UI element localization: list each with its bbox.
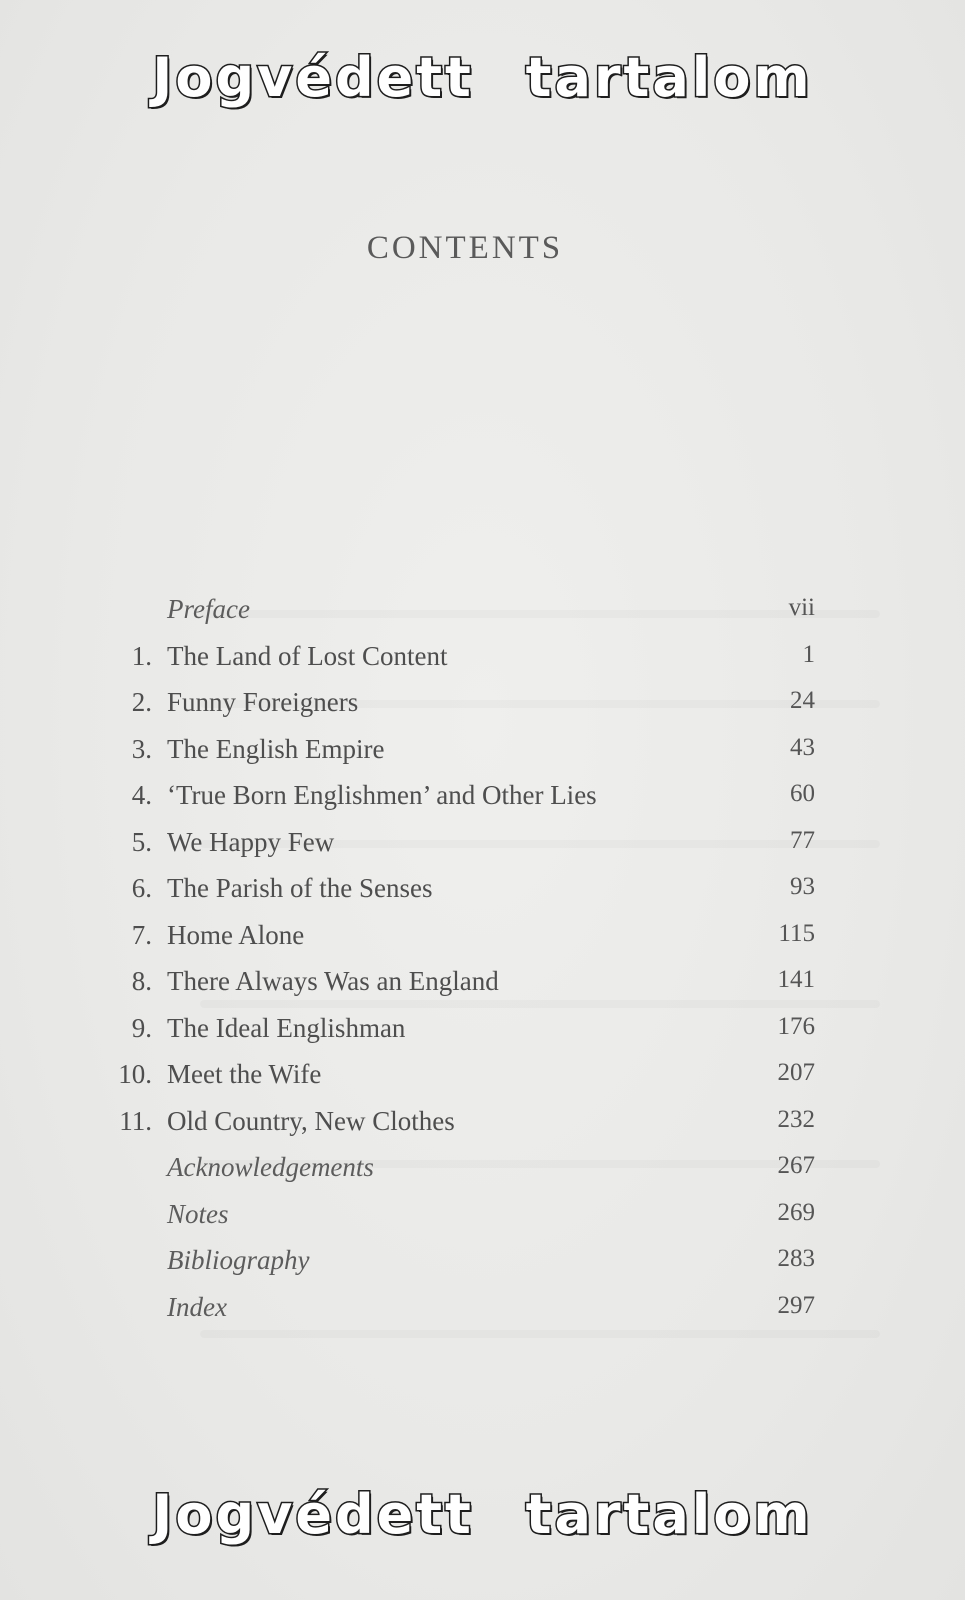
toc-entry-title: The English Empire (167, 733, 385, 764)
toc-entry-title: Funny Foreigners (167, 687, 359, 717)
toc-entry (0, 687, 965, 733)
toc-entry-page: 77 (790, 826, 815, 854)
toc-entry (0, 1152, 965, 1198)
toc-entry-title: The Ideal Englishman (167, 1012, 406, 1043)
toc-entry-page: 269 (777, 1198, 815, 1226)
toc-entry-page: 283 (777, 1245, 815, 1272)
toc-entry-title: There Always Was an England (167, 966, 499, 996)
toc-entry (0, 1013, 965, 1059)
toc-entry (0, 641, 965, 687)
toc-entry-title: Home Alone (167, 919, 305, 950)
toc-entry-number: 10. (118, 1059, 152, 1089)
toc-entry (0, 780, 965, 826)
toc-entry-page: 176 (777, 1012, 815, 1040)
toc-entry (0, 734, 965, 780)
toc-entry-title: Notes (167, 1198, 229, 1229)
toc-entry-title: ‘True Born Englishmen’ and Other Lies (167, 780, 597, 810)
contents-heading: CONTENTS (366, 230, 564, 266)
toc-entry-title: Preface (167, 594, 250, 624)
toc-entry-title: The Land of Lost Content (167, 640, 448, 671)
toc-entry-page: 232 (777, 1105, 815, 1133)
toc-entry (0, 920, 965, 966)
toc-entry-page: 60 (790, 780, 815, 807)
toc-entry-page: 207 (777, 1059, 815, 1086)
toc-entry-number: 5. (131, 826, 152, 857)
toc-entry-number: 4. (131, 780, 152, 810)
toc-entry-number: 11. (119, 1105, 152, 1136)
watermark-bottom: Jogvédett tartalom (152, 1483, 813, 1546)
toc-entry-title: The Parish of the Senses (167, 873, 433, 903)
toc-entry (0, 594, 965, 640)
toc-entry (0, 1106, 965, 1152)
toc-entry-number: 3. (131, 733, 152, 764)
toc-entry-title: We Happy Few (167, 826, 335, 857)
toc-entry-title: Acknowledgements (167, 1152, 374, 1182)
toc-entry-title: Old Country, New Clothes (167, 1105, 455, 1136)
toc-entry-title: Index (167, 1291, 227, 1322)
toc-entry-page: 93 (790, 873, 815, 900)
toc-entry-number: 8. (131, 966, 152, 996)
toc-entry-page: 141 (777, 966, 815, 993)
toc-entry-number: 9. (131, 1012, 152, 1043)
toc-entry-title: Meet the Wife (167, 1059, 322, 1089)
toc-entry-page: 115 (778, 919, 815, 947)
toc-entry-page: vii (788, 594, 815, 621)
toc-entry-page: 267 (777, 1152, 815, 1179)
toc-entry (0, 1199, 965, 1245)
toc-entry-title: Bibliography (167, 1245, 310, 1275)
toc-entry-number: 6. (131, 873, 152, 903)
toc-entry (0, 1059, 965, 1105)
toc-entry-page: 24 (790, 687, 815, 714)
toc-entry (0, 966, 965, 1012)
toc-entry (0, 1245, 965, 1291)
toc-entry-number: 1. (131, 640, 152, 671)
toc-entry (0, 873, 965, 919)
toc-entry (0, 827, 965, 873)
toc-entry (0, 1292, 965, 1338)
watermark-top: Jogvédett tartalom (152, 46, 813, 109)
toc-entry-page: 297 (777, 1291, 815, 1319)
toc-entry-number: 7. (131, 919, 152, 950)
toc-entry-page: 1 (802, 640, 815, 668)
toc-entry-number: 2. (131, 687, 152, 717)
toc-entry-page: 43 (790, 733, 815, 761)
